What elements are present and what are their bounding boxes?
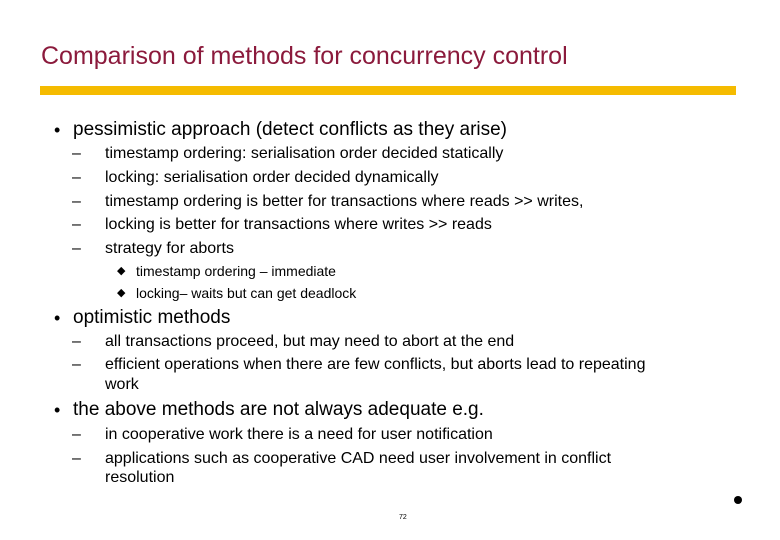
sub-point-text: in cooperative work there is a need for user notification xyxy=(105,426,493,443)
diamond-icon: ◆ xyxy=(117,265,126,277)
main-point-text: optimistic methods xyxy=(73,307,231,328)
sub-point-text: locking is better for transactions where writes >> reads xyxy=(105,216,492,233)
dash-icon: – xyxy=(72,450,81,467)
bullet-icon: • xyxy=(54,120,61,140)
sub-point-text: all transactions proceed, but may need to abort at the end xyxy=(105,333,515,350)
sub-point-text: work xyxy=(105,376,139,393)
sub-point-text: timestamp ordering: serialisation order decided statically xyxy=(105,145,504,162)
main-point-text: the above methods are not always adequate e.g. xyxy=(73,399,484,420)
diamond-icon: ◆ xyxy=(117,287,126,299)
sub-point-text: efficient operations when there are few conflicts, but aborts lead to repeating xyxy=(105,356,646,373)
dash-icon: – xyxy=(72,240,81,257)
sub-point-text: strategy for aborts xyxy=(105,240,234,257)
dash-icon: – xyxy=(72,216,81,233)
dash-icon: – xyxy=(72,356,81,373)
dash-icon: – xyxy=(72,426,81,443)
sub-point-text: resolution xyxy=(105,469,175,486)
dash-icon: – xyxy=(72,145,81,162)
page-number: 72 xyxy=(399,514,407,521)
main-point-text: pessimistic approach (detect conflicts as they arise) xyxy=(73,119,508,140)
sub-point-text: locking: serialisation order decided dynamically xyxy=(105,169,439,186)
slide-title: Comparison of methods for concurrency control xyxy=(41,42,568,70)
sub-point-text: timestamp ordering is better for transactions where reads >> writes, xyxy=(105,193,584,210)
dash-icon: – xyxy=(72,169,81,186)
bullet-icon: • xyxy=(54,308,61,328)
dash-icon: – xyxy=(72,333,81,350)
sub-sub-point-text: locking– waits but can get deadlock xyxy=(136,285,357,301)
bullet-icon: • xyxy=(54,400,61,420)
sub-point-text: applications such as cooperative CAD need user involvement in conflict xyxy=(105,450,612,467)
dash-icon: – xyxy=(72,193,81,210)
sub-sub-point-text: timestamp ordering – immediate xyxy=(136,263,336,279)
title-underline xyxy=(40,86,736,95)
dot-icon xyxy=(734,496,742,504)
